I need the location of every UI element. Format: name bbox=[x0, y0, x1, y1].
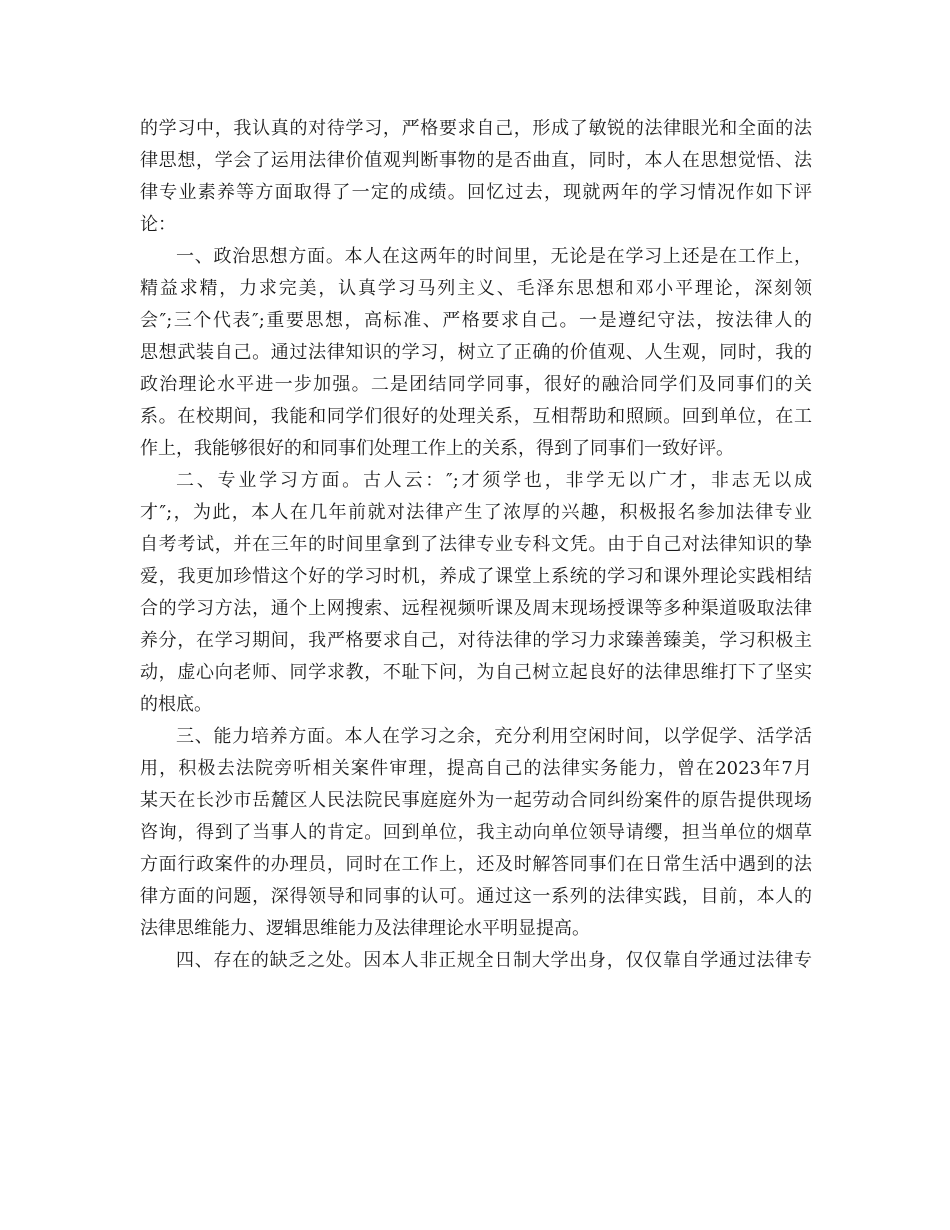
text-line: 律专业素养等方面取得了一定的成绩。回忆过去，现就两年的学习情况作如下评 bbox=[140, 182, 812, 203]
paragraph-political-thought bbox=[140, 241, 812, 465]
text-line: 动，虚心向老师、同学求教，不耻下问，为自己树立起良好的法律思维打下了坚实 bbox=[140, 662, 812, 683]
text-line: 作上，我能够很好的和同事们处理工作上的关系，得到了同事们一致好评。 bbox=[140, 438, 734, 459]
text-line: 四、存在的缺乏之处。因本人非正规全日制大学出身，仅仅靠自学通过法律专 bbox=[176, 950, 812, 971]
text-line: 某天在长沙市岳麓区人民法院民事庭庭外为一起劳动合同纠纷案件的原告提供现场 bbox=[140, 790, 812, 811]
paragraph-ability-training bbox=[140, 721, 812, 945]
text-line: 法律思维能力、逻辑思维能力及法律理论水平明显提高。 bbox=[140, 918, 590, 939]
text-line: 方面行政案件的办理员，同时在工作上，还及时解答同事们在日常生活中遇到的法 bbox=[140, 854, 812, 875]
text-line: 的根底。 bbox=[140, 694, 212, 715]
text-line: 才″;，为此，本人在几年前就对法律产生了浓厚的兴趣，积极报名参加法律专业 bbox=[140, 502, 812, 523]
text-line: 合的学习方法，通个上网搜索、远程视频听课及周末现场授课等多种渠道吸取法律 bbox=[140, 598, 812, 619]
text-line: 自考考试，并在三年的时间里拿到了法律专业专科文凭。由于自己对法律知识的挚 bbox=[140, 534, 812, 555]
text-line: 律方面的问题，深得领导和同事的认可。通过这一系列的法律实践，目前，本人的 bbox=[140, 886, 812, 907]
paragraph-professional-study bbox=[140, 465, 812, 721]
text-line: 二、专业学习方面。古人云：″;才须学也，非学无以广才，非志无以成 bbox=[176, 470, 812, 491]
text-line: 的学习中，我认真的对待学习，严格要求自己，形成了敏锐的法律眼光和全面的法 bbox=[140, 118, 812, 139]
text-line: 论： bbox=[140, 214, 176, 235]
text-line: 咨询，得到了当事人的肯定。回到单位，我主动向单位领导请缨，担当单位的烟草 bbox=[140, 822, 812, 843]
text-line: 律思想，学会了运用法律价值观判断事物的是否曲直，同时，本人在思想觉悟、法 bbox=[140, 150, 812, 171]
text-line: 系。在校期间，我能和同学们很好的处理关系，互相帮助和照顾。回到单位，在工 bbox=[140, 406, 812, 427]
text-line: 养分，在学习期间，我严格要求自己，对待法律的学习力求臻善臻美，学习积极主 bbox=[140, 630, 812, 651]
text-line: 思想武装自己。通过法律知识的学习，树立了正确的价值观、人生观，同时，我的 bbox=[140, 342, 812, 363]
text-line: 会″;三个代表″;重要思想，高标准、严格要求自己。一是遵纪守法，按法律人的 bbox=[140, 310, 812, 331]
text-line: 爱，我更加珍惜这个好的学习时机，养成了课堂上系统的学习和课外理论实践相结 bbox=[140, 566, 812, 587]
text-line: 三、能力培养方面。本人在学习之余，充分利用空闲时间，以学促学、活学活 bbox=[176, 726, 812, 747]
text-line: 政治理论水平进一步加强。二是团结同学同事，很好的融洽同学们及同事们的关 bbox=[140, 374, 812, 395]
paragraph-shortcomings bbox=[140, 945, 812, 977]
text-line: 精益求精，力求完美，认真学习马列主义、毛泽东思想和邓小平理论，深刻领 bbox=[140, 278, 812, 299]
paragraph-intro bbox=[140, 113, 812, 241]
document-body bbox=[140, 113, 812, 977]
text-line: 用，积极去法院旁听相关案件审理，提高自己的法律实务能力，曾在2023年7月 bbox=[140, 758, 812, 779]
text-line: 一、政治思想方面。本人在这两年的时间里，无论是在学习上还是在工作上， bbox=[176, 246, 812, 267]
